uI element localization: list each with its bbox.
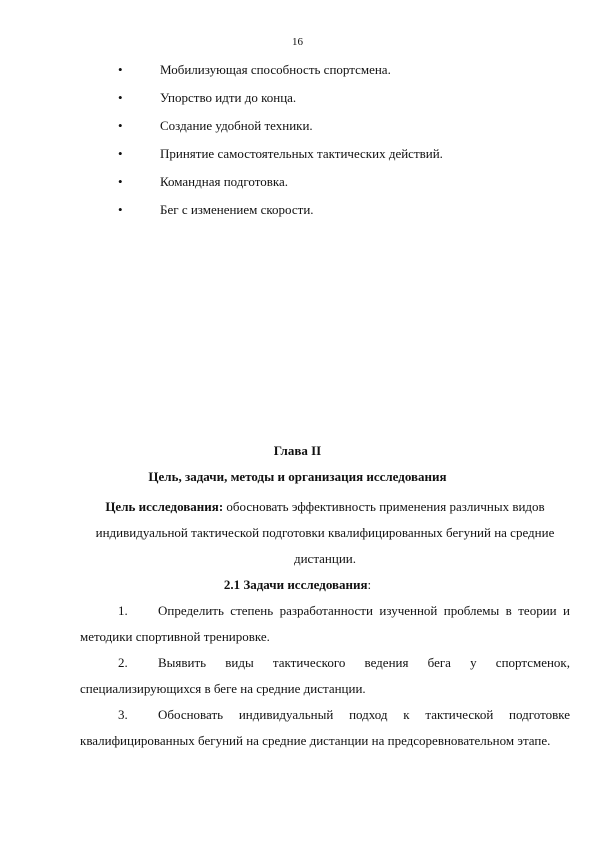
bullet-text: Принятие самостоятельных тактических действий. [160, 146, 443, 161]
bullet-marker: • [118, 62, 123, 77]
page-number: 16 [292, 36, 303, 48]
section-heading-text: 2.1 Задачи исследования [223, 577, 368, 592]
bullet-text: Бег с изменением скорости. [160, 202, 314, 217]
task-number: 2. [118, 655, 128, 670]
task-text: Определить степень разработанности изученной проблемы в теории и методики спортивной тренировке. [80, 603, 570, 644]
bullet-marker: • [118, 146, 123, 161]
task-number: 1. [118, 603, 128, 618]
research-goal-paragraph [80, 494, 570, 572]
bullet-item [118, 116, 443, 144]
chapter-title: Глава II [273, 443, 322, 458]
bullet-marker: • [118, 90, 123, 105]
task-item [80, 598, 570, 650]
task-item [80, 650, 570, 702]
bullet-marker: • [118, 174, 123, 189]
bullet-marker: • [118, 202, 123, 217]
bullet-item [118, 172, 443, 200]
research-goal-text: обосновать эффективность применения различных видов индивидуальной тактической подготовки квалифицированных бегуний на средние дистанции. [95, 499, 555, 566]
task-text: Обосновать индивидуальный подход к тактической подготовке квалифицированных бегуний на средние дистанции на предсоревновательном этапе. [80, 707, 570, 748]
chapter-subtitle: Цель, задачи, методы и организация исследования [148, 469, 447, 484]
bullet-item [118, 60, 443, 88]
bullet-text: Мобилизующая способность спортсмена. [160, 62, 391, 77]
bullet-item [118, 88, 443, 116]
task-text: Выявить виды тактического ведения бега у спортсменок, специализирующихся в беге на средние дистанции. [80, 655, 570, 696]
research-goal-label: Цель исследования: [105, 499, 224, 514]
bullet-list [118, 60, 443, 228]
bullet-item [118, 200, 443, 228]
bullet-item [118, 144, 443, 172]
task-number: 3. [118, 707, 128, 722]
bullet-text: Командная подготовка. [160, 174, 289, 189]
section-heading-suffix: : [367, 577, 372, 592]
bullet-text: Создание удобной техники. [160, 118, 313, 133]
task-list [80, 598, 570, 754]
section-heading [0, 572, 595, 598]
bullet-text: Упорство идти до конца. [160, 90, 297, 105]
bullet-marker: • [118, 118, 123, 133]
task-item [80, 702, 570, 754]
